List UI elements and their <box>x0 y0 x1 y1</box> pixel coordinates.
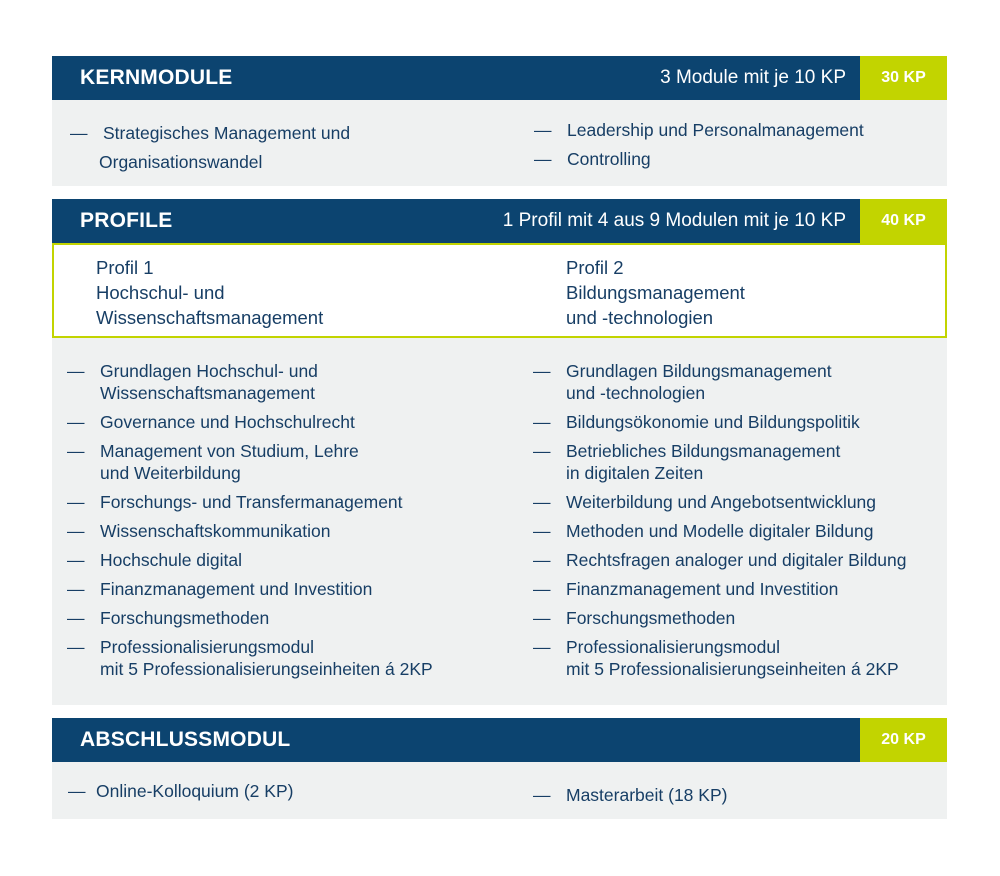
item-text: Controlling <box>567 149 651 169</box>
item-text: Leadership und Personalmanagement <box>567 120 864 140</box>
item-text: Wissenschaftskommunikation <box>100 521 331 541</box>
dash-bullet: — <box>67 492 85 512</box>
dash-bullet: — <box>534 120 552 140</box>
abschluss-header <box>52 718 947 762</box>
abschluss-title-bar <box>52 718 860 762</box>
dash-bullet: — <box>533 579 551 599</box>
item-text-cont: und -technologien <box>566 383 706 403</box>
item-text-cont: und Weiterbildung <box>100 463 241 483</box>
abschluss-right-col <box>533 784 727 813</box>
dash-bullet: — <box>533 412 551 432</box>
list-item <box>67 491 507 513</box>
item-text: Management von Studium, Lehre <box>100 441 359 461</box>
list-item <box>533 607 943 629</box>
item-text: Grundlagen Hochschul- und <box>100 361 318 381</box>
item-text: Hochschule digital <box>100 550 243 570</box>
profile-header <box>52 199 947 243</box>
dash-bullet: — <box>533 550 551 570</box>
item-text: Forschungs- und Transfermanagement <box>100 492 403 512</box>
item-text: Masterarbeit (18 KP) <box>566 785 728 805</box>
profile-title: PROFILE <box>80 209 173 232</box>
dash-bullet: — <box>67 361 85 381</box>
kernmodule-note: 3 Module mit je 10 KP <box>660 67 846 88</box>
list-item <box>70 119 350 177</box>
item-text-cont: Wissenschaftsmanagement <box>100 383 315 403</box>
dash-bullet: — <box>534 149 552 169</box>
item-text: Governance und Hochschulrecht <box>100 412 355 432</box>
dash-bullet: — <box>67 550 85 570</box>
profil-1 <box>96 255 323 330</box>
dash-bullet: — <box>533 361 551 381</box>
list-item <box>67 607 507 629</box>
item-text: Methoden und Modelle digitaler Bildung <box>566 521 874 541</box>
item-text: Strategisches Management und <box>103 123 351 143</box>
dash-bullet: — <box>67 521 85 541</box>
list-item <box>533 549 943 571</box>
list-item <box>533 578 943 600</box>
profile-kp-badge: 40 KP <box>860 199 947 243</box>
abschluss-left-col <box>68 780 293 809</box>
dash-bullet: — <box>533 608 551 628</box>
dash-bullet: — <box>533 492 551 512</box>
item-text: Weiterbildung und Angebotsentwicklung <box>566 492 877 512</box>
profil-2-name-line1: Bildungsmanagement <box>566 282 745 303</box>
dash-bullet: — <box>70 123 88 143</box>
item-text: Professionalisierungsmodul <box>100 637 314 657</box>
dash-bullet: — <box>68 781 86 801</box>
profil-2-label: Profil 2 <box>566 257 624 278</box>
list-item <box>67 578 507 600</box>
dash-bullet: — <box>533 785 551 805</box>
profil-1-label: Profil 1 <box>96 257 154 278</box>
dash-bullet: — <box>533 521 551 541</box>
list-item <box>533 520 943 542</box>
item-text: Bildungsökonomie und Bildungspolitik <box>566 412 860 432</box>
dash-bullet: — <box>67 579 85 599</box>
list-item <box>67 549 507 571</box>
profil-2 <box>566 255 745 330</box>
profil-2-name-line2: und -technologien <box>566 307 714 328</box>
dash-bullet: — <box>533 637 551 657</box>
dash-bullet: — <box>67 412 85 432</box>
item-text: Professionalisierungsmodul <box>566 637 780 657</box>
list-item <box>67 440 507 484</box>
list-item <box>67 360 507 404</box>
list-item <box>534 119 864 141</box>
dash-bullet: — <box>533 441 551 461</box>
kernmodule-kp-badge: 30 KP <box>860 56 947 100</box>
item-text: Grundlagen Bildungsmanagement <box>566 361 832 381</box>
abschluss-panel <box>52 762 947 819</box>
list-item <box>67 636 507 680</box>
kernmodule-left-col <box>70 119 350 184</box>
dash-bullet: — <box>67 441 85 461</box>
dash-bullet: — <box>67 637 85 657</box>
abschluss-kp-badge: 20 KP <box>860 718 947 762</box>
item-text: Organisationswandel <box>99 152 263 172</box>
item-text: Finanzmanagement und Investition <box>100 579 373 599</box>
kernmodule-right-col <box>534 119 864 177</box>
profile-right-list <box>533 360 943 687</box>
list-item <box>533 636 943 680</box>
list-item <box>534 148 864 170</box>
list-item <box>68 780 293 802</box>
list-item <box>533 411 943 433</box>
item-text: Betriebliches Bildungsmanagement <box>566 441 841 461</box>
item-text-cont: in digitalen Zeiten <box>566 463 704 483</box>
item-text: Forschungsmethoden <box>566 608 736 628</box>
list-item <box>533 440 943 484</box>
abschluss-title: ABSCHLUSSMODUL <box>80 728 291 751</box>
profile-note: 1 Profil mit 4 aus 9 Modulen mit je 10 KP <box>502 210 846 231</box>
item-text: Rechtsfragen analoger und digitaler Bildung <box>566 550 907 570</box>
list-item <box>533 360 943 404</box>
kernmodule-panel <box>52 100 947 186</box>
profile-title-bar <box>52 199 860 243</box>
dash-bullet: — <box>67 608 85 628</box>
list-item <box>533 784 727 806</box>
list-item <box>533 491 943 513</box>
kernmodule-header <box>52 56 947 100</box>
item-text-cont: mit 5 Professionalisierungseinheiten á 2KP <box>100 659 433 679</box>
profile-left-list <box>67 360 507 687</box>
item-text: Online-Kolloquium (2 KP) <box>96 781 294 801</box>
kernmodule-title-bar <box>52 56 860 100</box>
list-item <box>67 411 507 433</box>
profile-choice-box <box>52 243 947 338</box>
list-item <box>67 520 507 542</box>
kernmodule-title: KERNMODULE <box>80 66 233 89</box>
item-text: Forschungsmethoden <box>100 608 270 628</box>
profil-1-name-line2: Wissenschaftsmanagement <box>96 307 324 328</box>
profil-1-name-line1: Hochschul- und <box>96 282 225 303</box>
item-text: Finanzmanagement und Investition <box>566 579 839 599</box>
item-text-cont: mit 5 Professionalisierungseinheiten á 2KP <box>566 659 899 679</box>
